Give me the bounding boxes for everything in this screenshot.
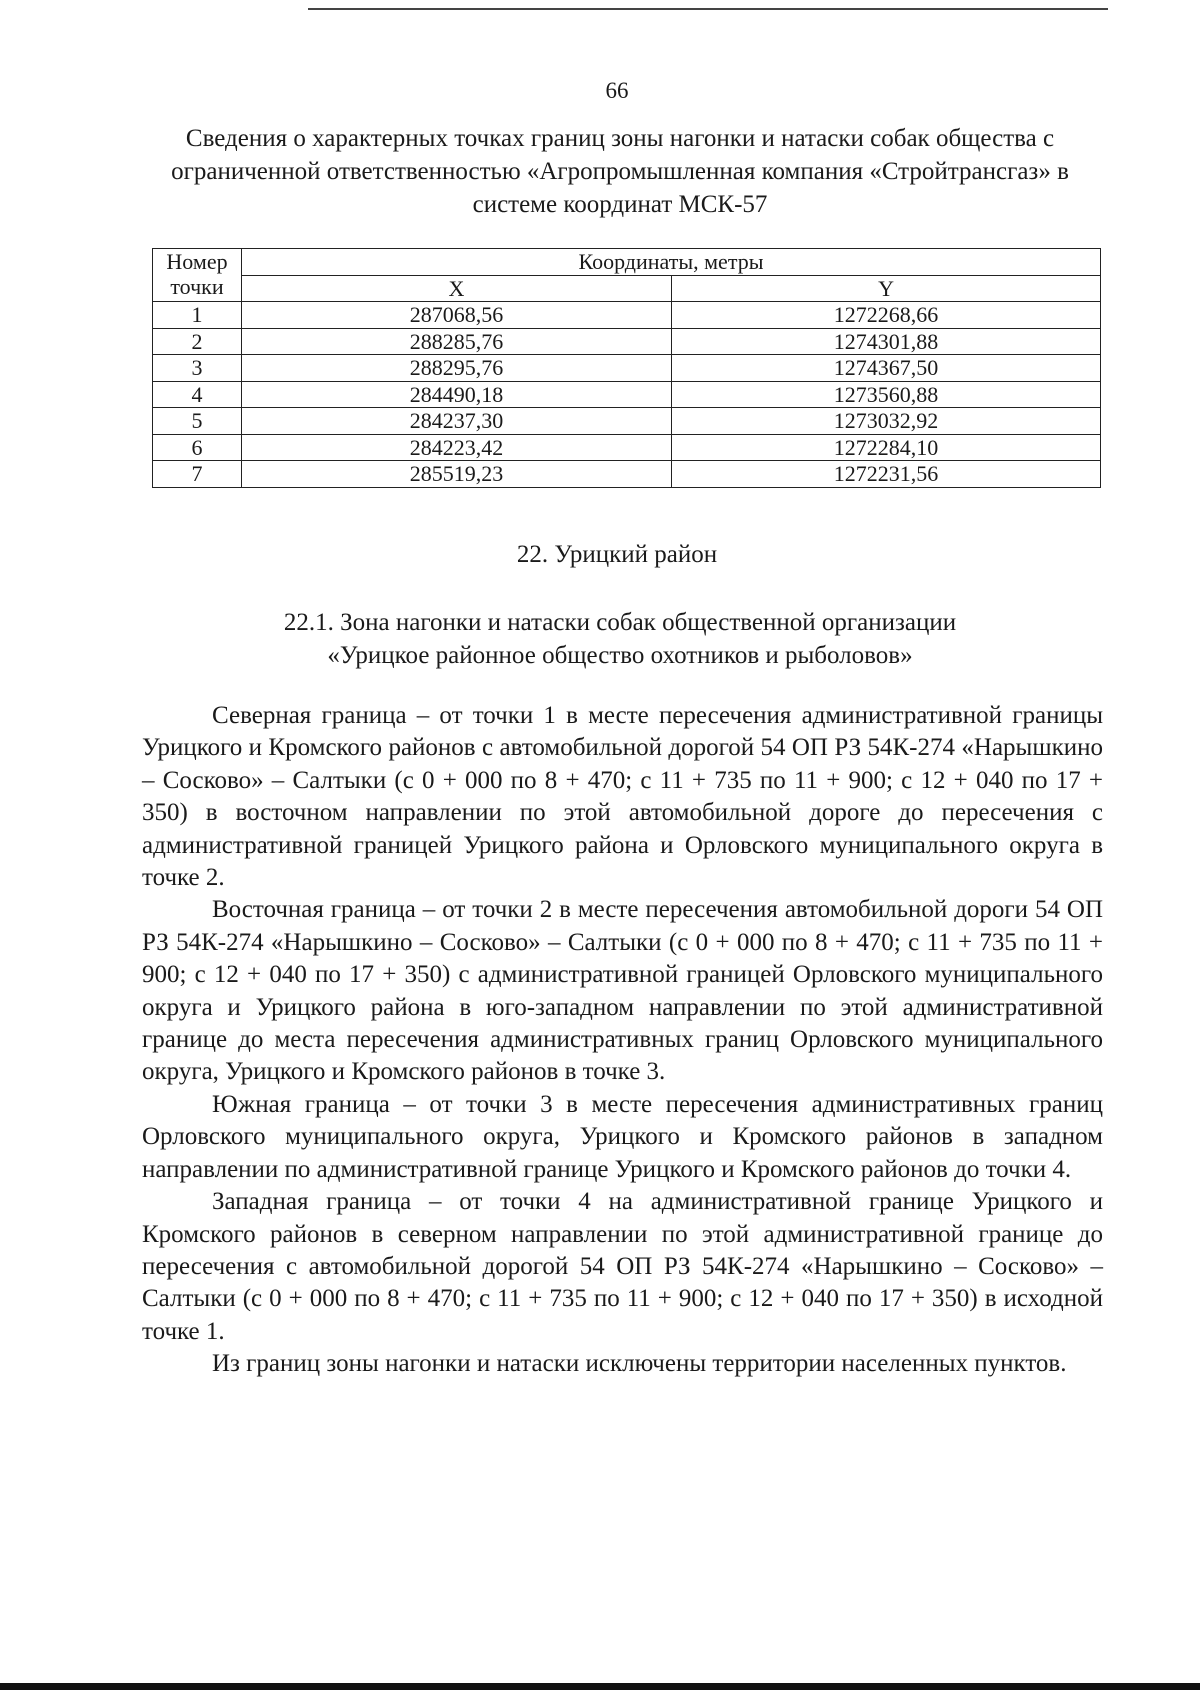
subsection-title-line1: 22.1. Зона нагонки и натаски собак общественной организации	[283, 609, 957, 636]
coordinates-header: Координаты, метры	[242, 249, 1101, 276]
coordinates-table	[152, 248, 1101, 488]
point-number-cell: 3	[153, 355, 242, 382]
body-text	[142, 700, 1103, 1381]
x-coordinate-cell: 288285,76	[242, 328, 672, 355]
y-coordinate-cell: 1274367,50	[672, 355, 1101, 382]
section-title: 22. Урицкий район	[516, 541, 718, 568]
table-row	[153, 355, 1101, 382]
point-number-header-line2: точки	[170, 274, 224, 299]
y-coordinate-cell: 1273560,88	[672, 381, 1101, 408]
point-number-cell: 4	[153, 381, 242, 408]
table-row	[153, 328, 1101, 355]
table-row	[153, 434, 1101, 461]
document-title: Сведения о характерных точках границ зоны нагонки и натаски собак общества с ограниченной ответственностью «Агропромышленная компания «Стройтрансгаз» в системе координат МСК-57	[171, 125, 1069, 218]
point-number-cell: 2	[153, 328, 242, 355]
y-coordinate-cell: 1272231,56	[672, 461, 1101, 488]
subsection-title	[140, 606, 1100, 672]
x-coordinate-cell: 285519,23	[242, 461, 672, 488]
bottom-rule	[0, 1683, 1200, 1690]
page-number: 66	[605, 78, 629, 103]
y-coordinate-cell: 1274301,88	[672, 328, 1101, 355]
table-row	[153, 461, 1101, 488]
point-number-cell: 1	[153, 302, 242, 329]
subsection-title-line2: «Урицкое районное общество охотников и рыболовов»	[327, 642, 913, 669]
point-number-cell: 6	[153, 434, 242, 461]
y-coordinate-cell: 1272268,66	[672, 302, 1101, 329]
x-coordinate-cell: 287068,56	[242, 302, 672, 329]
point-number-cell: 5	[153, 408, 242, 435]
paragraph-south-border: Южная граница – от точки 3 в месте пересечения административных границ Орловского муниципального округа, Урицкого и Кромского районов в западном направлении по административной границе Урицкого и Кромского районов до точки 4.	[142, 1090, 1103, 1183]
table-subheader-row	[153, 275, 1101, 302]
x-header: X	[242, 275, 672, 302]
table-body	[153, 302, 1101, 488]
top-rule	[308, 8, 1108, 10]
paragraph-north-border: Северная граница – от точки 1 в месте пересечения административной границы Урицкого и Кромского районов с автомобильной дорогой 54 ОП РЗ 54К-274 «Нарышкино – Сосково» – Салтыки (с 0 + 000 по 8 + 470; с 11 + 735 по 11 + 900; с 12 + 040 по 17 + 350) в восточном направлении по этой автомобильной дороге до пересечения с административной границей Урицкого района и Орловского муниципального округа в точке 2.	[142, 702, 1103, 892]
paragraph-east-border: Восточная граница – от точки 2 в месте пересечения автомобильной дороги 54 ОП РЗ 54К-274 «Нарышкино – Сосково» – Салтыки (с 0 + 000 по 8 + 470; с 11 + 735 по 11 + 900; с 12 + 040 по 17 + 350) с административной границей Орловского муниципального округа и Урицкого района в юго-западном направлении по этой административной границе до места пересечения административных границ Орловского муниципального округа, Урицкого и Кромского районов в точке 3.	[142, 896, 1103, 1086]
x-coordinate-cell: 288295,76	[242, 355, 672, 382]
y-header: Y	[672, 275, 1101, 302]
y-coordinate-cell: 1272284,10	[672, 434, 1101, 461]
x-coordinate-cell: 284490,18	[242, 381, 672, 408]
table-row	[153, 381, 1101, 408]
point-number-header	[153, 249, 242, 302]
table-row	[153, 408, 1101, 435]
paragraph-west-border: Западная граница – от точки 4 на административной границе Урицкого и Кромского районов в северном направлении по этой административной границе до пересечения с автомобильной дорогой 54 ОП РЗ 54К-274 «Нарышкино – Сосково» – Салтыки (с 0 + 000 по 8 + 470; с 11 + 735 по 11 + 900; с 12 + 040 по 17 + 350) в исходной точке 1.	[142, 1188, 1103, 1345]
paragraph-exclusions: Из границ зоны нагонки и натаски исключены территории населенных пунктов.	[212, 1350, 1067, 1378]
table-header-row	[153, 249, 1101, 276]
x-coordinate-cell: 284237,30	[242, 408, 672, 435]
point-number-header-line1: Номер	[166, 249, 228, 274]
table-row	[153, 302, 1101, 329]
x-coordinate-cell: 284223,42	[242, 434, 672, 461]
point-number-cell: 7	[153, 461, 242, 488]
y-coordinate-cell: 1273032,92	[672, 408, 1101, 435]
